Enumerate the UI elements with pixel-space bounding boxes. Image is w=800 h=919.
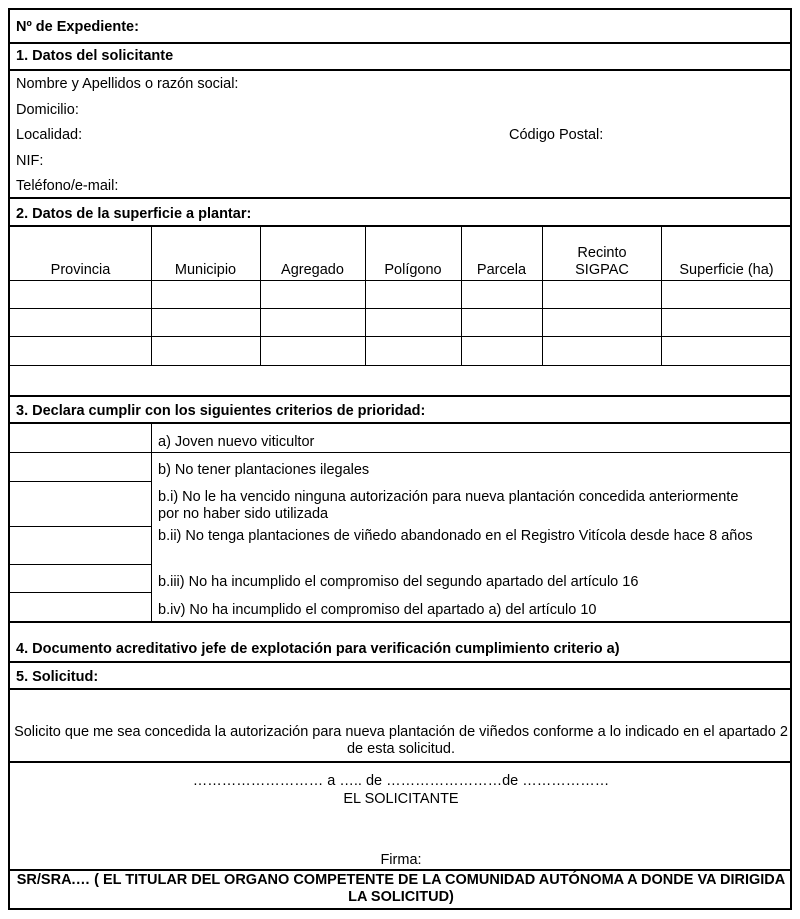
column-header-poligono: Polígono	[384, 262, 442, 278]
criteria-row-divider	[151, 452, 790, 453]
column-header-municipio: Municipio	[174, 262, 237, 278]
column-header-recinto-sigpac: Recinto SIGPAC	[575, 245, 629, 278]
date-line[interactable]: ……………………… a ….. de ……………………de ………………	[192, 773, 610, 789]
firma-label: Firma:	[380, 852, 422, 868]
criterion-b-label: b) No tener plantaciones ilegales	[158, 462, 370, 478]
criterion-biii-checkbox[interactable]	[10, 564, 151, 592]
plot-data-rows[interactable]	[10, 280, 792, 365]
column-header-parcela: Parcela	[476, 262, 527, 278]
section2-title: 2. Datos de la superficie a plantar:	[16, 206, 252, 222]
column-header-superficie: Superficie (ha)	[679, 262, 774, 278]
nombre-field-label: Nombre y Apellidos o razón social:	[16, 76, 239, 92]
domicilio-field-label: Domicilio:	[16, 102, 79, 118]
divider	[10, 688, 790, 690]
divider	[10, 621, 790, 623]
criterion-biv-checkbox[interactable]	[10, 592, 151, 621]
criterion-bi-checkbox[interactable]	[10, 481, 151, 526]
nif-field-label: NIF:	[16, 153, 44, 169]
application-form	[8, 8, 792, 910]
criterion-bii-checkbox[interactable]	[10, 526, 151, 564]
solicitante-label: EL SOLICITANTE	[343, 791, 459, 807]
divider	[10, 661, 790, 663]
telefono-field-label: Teléfono/e-mail:	[16, 178, 119, 194]
section3-title: 3. Declara cumplir con los siguientes criterios de prioridad:	[16, 403, 426, 419]
criterion-biii-label: b.iii) No ha incumplido el compromiso del segundo apartado del artículo 16	[158, 574, 639, 590]
divider	[10, 869, 790, 871]
divider	[10, 395, 790, 397]
criterion-bii-label: b.ii) No tenga plantaciones de viñedo abandonado en el Registro Vitícola desde hace 8 años	[158, 528, 753, 544]
divider	[10, 761, 790, 763]
divider	[10, 69, 790, 71]
section5-title: 5. Solicitud:	[16, 669, 99, 685]
criterion-b-checkbox[interactable]	[10, 452, 151, 481]
divider	[10, 197, 790, 199]
solicitud-text: Solicito que me sea concedida la autorización para nueva plantación de viñedos conforme a lo indicado en el apartado 2 de esta solicitud.	[14, 724, 788, 757]
footer-addressee: SR/SRA.… ( EL TITULAR DEL ORGANO COMPETENTE DE LA COMUNIDAD AUTÓNOMA A DONDE VA DIRIGIDA LA SOLICITUD)	[16, 872, 786, 905]
criterion-a-label: a) Joven nuevo viticultor	[158, 434, 315, 450]
table-row-divider	[10, 365, 790, 366]
expediente-label: Nº de Expediente:	[16, 19, 139, 35]
section1-title: 1. Datos del solicitante	[16, 48, 174, 64]
codigo-postal-field-label: Código Postal:	[509, 127, 604, 143]
column-header-provincia: Provincia	[50, 262, 111, 278]
signature-area[interactable]	[10, 810, 792, 850]
criterion-a-checkbox[interactable]	[10, 422, 151, 452]
criterion-biv-label: b.iv) No ha incumplido el compromiso del apartado a) del artículo 10	[158, 602, 597, 618]
divider	[10, 42, 790, 44]
section4-title: 4. Documento acreditativo jefe de explotación para verificación cumplimiento criterio a)	[16, 641, 620, 657]
divider	[10, 225, 790, 227]
localidad-field-label: Localidad:	[16, 127, 83, 143]
criterion-bi-label: b.i) No le ha vencido ninguna autorización para nueva plantación concedida anteriormente por no haber sido utilizada	[158, 489, 739, 522]
column-header-agregado: Agregado	[281, 262, 344, 278]
